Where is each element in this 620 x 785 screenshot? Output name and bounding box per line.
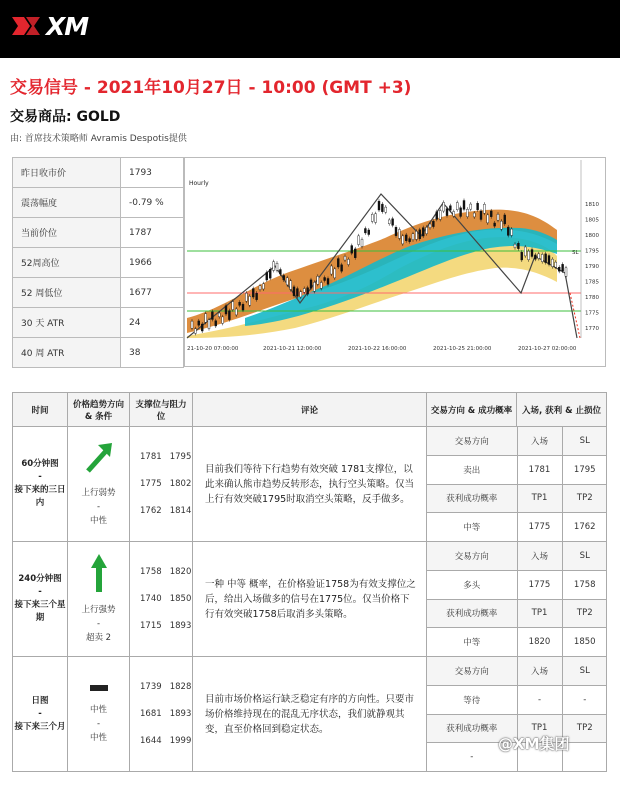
levels-cell: 1758 1820 1740 1850 1715 1893 xyxy=(130,542,193,657)
trade-details-cell-value: 中等 xyxy=(463,523,481,533)
trade-details-cell-value: 等待 xyxy=(427,686,517,715)
y-tick-label: 1795 xyxy=(585,248,599,255)
candle-body xyxy=(541,254,543,261)
stat-label: 52 周低位 xyxy=(13,278,121,308)
candle-body xyxy=(303,288,305,292)
trend-text: 中性 xyxy=(89,705,107,715)
candle-body xyxy=(500,221,502,229)
candle-body xyxy=(327,278,329,284)
candle-body xyxy=(466,209,468,217)
trade-details-row xyxy=(427,484,607,513)
trade-details-row xyxy=(427,542,607,571)
period-text: 接下来的三日内 xyxy=(14,485,66,508)
candle-body xyxy=(555,262,557,267)
period-text: 60分钟图 xyxy=(21,459,59,469)
period-text: 接下来三个月 xyxy=(14,721,66,732)
candle-body xyxy=(354,249,356,258)
candle-body xyxy=(460,208,462,217)
candle-body xyxy=(266,272,268,280)
candle-body xyxy=(477,203,479,210)
stats-row xyxy=(13,188,184,218)
candle-body xyxy=(208,320,210,329)
candle-body xyxy=(558,267,560,271)
candle-body xyxy=(337,259,339,267)
trade-details-row xyxy=(427,456,607,485)
trend-neutral-dash-icon xyxy=(68,683,129,697)
trend-cell xyxy=(68,427,130,542)
candle-body xyxy=(364,228,366,232)
trend-text: - xyxy=(96,618,101,629)
candle-body xyxy=(215,321,217,326)
candle-body xyxy=(245,293,247,301)
candle-body xyxy=(225,306,227,314)
candle-body xyxy=(494,223,496,226)
candle-body xyxy=(426,227,428,233)
candle-body xyxy=(531,250,533,257)
period-text: - xyxy=(38,587,42,597)
candle-body xyxy=(395,227,397,235)
candle-body xyxy=(551,259,553,266)
trade-details-row xyxy=(427,571,607,600)
x-tick-label: 2021-10-22 16:00:00 xyxy=(348,346,407,352)
trade-details-cell-value: TP1 xyxy=(517,714,562,743)
candle-body xyxy=(320,282,322,288)
candle-body xyxy=(242,304,244,310)
candle-body xyxy=(378,201,380,210)
candle-body xyxy=(511,229,513,235)
stat-value: 38 xyxy=(121,338,184,368)
candle-body xyxy=(562,264,564,271)
candle-body xyxy=(521,252,523,260)
candle-body xyxy=(222,317,224,323)
candle-body xyxy=(398,229,400,238)
sl-marker-label: SL xyxy=(572,250,579,256)
stat-label: 昨日收市价 xyxy=(13,158,121,188)
candle-body xyxy=(446,209,448,216)
trend-text: 中性 xyxy=(89,733,107,743)
trade-details-cell-value: 1775 xyxy=(517,571,562,600)
candle-body xyxy=(293,287,295,296)
y-tick-label: 1780 xyxy=(585,295,599,301)
header-direction: 交易方向 & 成功概率 xyxy=(427,393,517,427)
candle-body xyxy=(504,215,506,224)
y-tick-label: 1785 xyxy=(585,279,599,286)
trade-details-cell xyxy=(427,427,607,542)
trade-details-cell-value: 1850 xyxy=(562,628,607,657)
candle-body xyxy=(368,230,370,235)
candle-body xyxy=(405,235,407,241)
stat-label: 当前价位 xyxy=(13,218,121,248)
stat-label: 40 周 ATR xyxy=(13,338,121,368)
trade-details-cell-value: 中等 xyxy=(463,638,481,648)
xm-logo-text: XM xyxy=(46,11,89,41)
candle-body xyxy=(249,296,251,305)
candle-body xyxy=(361,239,363,246)
candle-body xyxy=(324,278,326,281)
candle-body xyxy=(473,213,475,217)
stat-value: 1966 xyxy=(121,248,184,278)
candle-body xyxy=(228,311,230,320)
signals-table xyxy=(12,392,607,772)
period-text: - xyxy=(38,472,42,482)
candle-body xyxy=(262,284,264,289)
candle-body xyxy=(283,275,285,279)
header-time: 时间 xyxy=(13,393,68,427)
stat-value: 24 xyxy=(121,308,184,338)
trend-cell xyxy=(68,657,130,772)
period-text: - xyxy=(38,708,42,719)
trade-details-cell-value: 1758 xyxy=(562,571,607,600)
candle-body xyxy=(436,212,438,220)
candle-body xyxy=(456,203,458,210)
stat-label: 30 天 ATR xyxy=(13,308,121,338)
trade-details-cell-value: - xyxy=(470,752,474,762)
trade-details-cell-value: 交易方向 xyxy=(427,657,517,686)
candle-body xyxy=(419,230,421,239)
trend-text: 上行弱势 xyxy=(81,487,116,498)
candle-body xyxy=(313,282,315,291)
price-chart xyxy=(184,157,606,367)
trade-details-cell-value: 1795 xyxy=(562,456,607,485)
y-tick-label: 1810 xyxy=(585,202,599,208)
candle-body xyxy=(524,247,526,256)
trade-details-cell-value: 卖出 xyxy=(427,456,517,485)
stat-label: 52周高位 xyxy=(13,248,121,278)
stats-row xyxy=(13,278,184,308)
candle-body xyxy=(300,292,302,297)
candle-body xyxy=(470,204,472,209)
stat-value: 1677 xyxy=(121,278,184,308)
stats-row xyxy=(13,158,184,188)
candle-body xyxy=(273,262,275,271)
x-axis-labels xyxy=(187,346,577,352)
trade-details-row xyxy=(427,686,607,715)
trade-details-cell-value: - xyxy=(562,686,607,715)
y-tick-label: 1790 xyxy=(585,264,599,270)
stat-value: 1787 xyxy=(121,218,184,248)
stats-row xyxy=(13,248,184,278)
trade-details-cell-value: TP2 xyxy=(562,599,607,628)
y-tick-label: 1775 xyxy=(585,310,599,317)
trade-details-row xyxy=(427,657,607,686)
candle-body xyxy=(538,254,540,259)
page-title: 交易信号 - 2021年10月27日 - 10:00 (GMT +3) xyxy=(10,78,412,98)
trade-details-cell-value: 交易方向 xyxy=(427,427,517,456)
candle-body xyxy=(235,309,237,315)
candle-body xyxy=(375,214,377,223)
stats-row xyxy=(13,308,184,338)
candle-body xyxy=(409,239,411,242)
xm-logo[interactable] xyxy=(10,11,88,41)
header-entry: 入场, 获利 & 止损位 xyxy=(517,393,607,427)
candle-body xyxy=(497,214,499,220)
period-cell xyxy=(13,657,68,772)
x-tick-label: 2021-10-25 21:00:00 xyxy=(433,346,492,352)
header-comment: 评论 xyxy=(193,393,427,427)
trade-details-cell-value: 1820 xyxy=(517,628,562,657)
stats-row xyxy=(13,218,184,248)
chart-title: Hourly xyxy=(189,180,209,187)
candle-body xyxy=(453,211,455,216)
stat-value: -0.79 % xyxy=(121,188,184,218)
candle-body xyxy=(286,278,288,285)
candle-body xyxy=(388,220,390,224)
candle-body xyxy=(232,302,234,310)
candle-body xyxy=(449,206,451,210)
candle-body xyxy=(194,329,196,334)
trade-details-cell xyxy=(427,542,607,657)
candle-body xyxy=(256,293,258,300)
trade-details-table xyxy=(427,542,607,656)
candle-body xyxy=(528,251,530,260)
period-text: 接下来三个星期 xyxy=(14,600,66,623)
trade-details-cell-value: 获利成功概率 xyxy=(427,714,517,743)
header-levels: 支撑位与阻力位 xyxy=(130,393,193,427)
trend-text: - xyxy=(96,719,101,729)
candle-body xyxy=(392,219,394,226)
candle-body xyxy=(463,201,465,210)
stat-label: 震荡幅度 xyxy=(13,188,121,218)
price-chart-svg xyxy=(185,158,605,366)
candle-body xyxy=(371,214,373,221)
candle-body xyxy=(276,263,278,270)
candle-body xyxy=(514,244,516,248)
y-tick-label: 1800 xyxy=(585,233,599,239)
candle-body xyxy=(310,280,312,288)
byline: 由: 首席技术策略师 Avramis Despotis提供 xyxy=(10,134,187,144)
x-tick-label: 21-10-20 07:00:00 xyxy=(187,346,239,352)
levels-cell: 1781 1795 1775 1802 1762 1814 xyxy=(130,427,193,542)
comment-cell: 目前我们等待下行趋势有效突破 1781支撑位，以此来确认熊市趋势反转形态，执行空头策略。仅当上行有效突破1795时取消空头策略，反手做多。 xyxy=(193,427,427,542)
stats-row xyxy=(13,338,184,368)
candle-body xyxy=(201,324,203,331)
candle-body xyxy=(534,255,536,259)
candle-body xyxy=(239,302,241,305)
stat-value: 1793 xyxy=(121,158,184,188)
trade-details-cell-value: 1762 xyxy=(562,513,607,542)
x-tick-label: 2021-10-21 12:00:00 xyxy=(263,346,322,352)
candle-body xyxy=(490,211,492,217)
trade-details-cell xyxy=(427,657,607,772)
candle-body xyxy=(483,204,485,213)
trade-details-table xyxy=(427,427,607,541)
stats-table xyxy=(12,157,184,368)
candle-body xyxy=(330,266,332,274)
y-tick-label: 1770 xyxy=(585,326,599,332)
trade-details-row xyxy=(427,513,607,542)
candle-body xyxy=(487,215,489,223)
trade-details-cell-value: - xyxy=(517,686,562,715)
candle-body xyxy=(385,207,387,212)
period-cell xyxy=(13,427,68,542)
candle-body xyxy=(252,289,254,297)
candle-body xyxy=(198,321,200,325)
trend-up-strong-arrow-icon xyxy=(68,554,129,597)
candle-body xyxy=(507,227,509,235)
candle-body xyxy=(218,313,220,317)
candle-body xyxy=(422,228,424,236)
y-axis-labels xyxy=(585,202,599,332)
candle-body xyxy=(412,234,414,240)
trade-details-row xyxy=(427,599,607,628)
candle-body xyxy=(347,259,349,264)
trade-details-cell-value: SL xyxy=(562,427,607,456)
trade-details-row xyxy=(427,427,607,456)
trade-details-cell-value: 1781 xyxy=(517,456,562,485)
watermark: @XM集团 xyxy=(498,735,570,753)
xm-logo-mark-icon xyxy=(10,13,44,39)
trend-up-weak-arrow-icon xyxy=(68,441,129,480)
candle-body xyxy=(517,243,519,248)
signal-row xyxy=(13,542,607,657)
candle-body xyxy=(381,204,383,212)
trade-details-cell-value: 入场 xyxy=(517,542,562,571)
candle-body xyxy=(480,211,482,219)
trade-details-cell-value: SL xyxy=(562,542,607,571)
candle-body xyxy=(269,269,271,278)
trend-text: 中性 xyxy=(89,515,107,526)
period-text: 240分钟图 xyxy=(18,574,62,584)
candle-body xyxy=(259,286,261,290)
trade-details-cell-value: TP1 xyxy=(517,484,562,513)
trade-details-cell-value: 入场 xyxy=(517,657,562,686)
trade-details-cell-value: 入场 xyxy=(517,427,562,456)
candle-body xyxy=(429,224,431,228)
candle-body xyxy=(439,211,441,220)
candle-body xyxy=(290,281,292,290)
trend-cell xyxy=(68,542,130,657)
candle-body xyxy=(211,312,213,320)
candle-body xyxy=(351,246,353,254)
candle-body xyxy=(341,265,343,272)
period-text: 日图 xyxy=(31,695,49,706)
trend-text: 超卖 2 xyxy=(85,632,112,643)
header-trend: 价格趋势方向 & 条件 xyxy=(68,393,130,427)
candle-body xyxy=(307,288,309,295)
product-title: 交易商品: GOLD xyxy=(10,109,121,125)
trade-details-cell-value: TP2 xyxy=(562,714,607,743)
comment-cell: 一种 中等 概率，在价格验证1758为有效支撑位之后，给出入场做多的信号在1775位。仅当价格下行有效突破1758后取消多头策略。 xyxy=(193,542,427,657)
levels-cell: 1739 1828 1681 1893 1644 1999 xyxy=(130,657,193,772)
trend-text: - xyxy=(96,501,101,512)
trade-details-cell-value: 交易方向 xyxy=(427,542,517,571)
x-tick-label: 2021-10-27 02:00:00 xyxy=(518,346,577,352)
candle-body xyxy=(205,314,207,323)
trade-details-row xyxy=(427,628,607,657)
signal-row xyxy=(13,427,607,542)
trade-details-cell-value: 获利成功概率 xyxy=(427,484,517,513)
candle-body xyxy=(443,202,445,211)
candle-body xyxy=(415,231,417,239)
candle-body xyxy=(317,276,319,284)
candle-body xyxy=(548,256,550,265)
trade-details-cell-value: TP2 xyxy=(562,484,607,513)
candle-body xyxy=(432,221,434,226)
candle-body xyxy=(565,268,567,277)
trade-details-cell-value: 多头 xyxy=(427,571,517,600)
trade-details-cell-value: 1775 xyxy=(517,513,562,542)
candle-body xyxy=(334,269,336,278)
y-tick-label: 1805 xyxy=(585,217,599,224)
trade-details-cell-value: 获利成功概率 xyxy=(427,599,517,628)
candle-body xyxy=(344,256,346,260)
comment-cell: 目前市场价格运行缺乏稳定有序的方向性。只要市场价格维持现在的混乱无序状态，我们就静观其变，直至价格回到稳定状态。 xyxy=(193,657,427,772)
candle-body xyxy=(279,270,281,275)
candle-body xyxy=(191,321,193,328)
trend-text: 上行强势 xyxy=(81,604,116,615)
period-cell xyxy=(13,542,68,657)
candle-body xyxy=(358,236,360,245)
signal-row xyxy=(13,657,607,772)
candle-body xyxy=(402,236,404,244)
trade-details-cell-value: SL xyxy=(562,657,607,686)
candle-body xyxy=(545,254,547,263)
trade-details-cell-value: TP1 xyxy=(517,599,562,628)
candle-body xyxy=(296,289,298,297)
top-bar xyxy=(0,0,620,58)
